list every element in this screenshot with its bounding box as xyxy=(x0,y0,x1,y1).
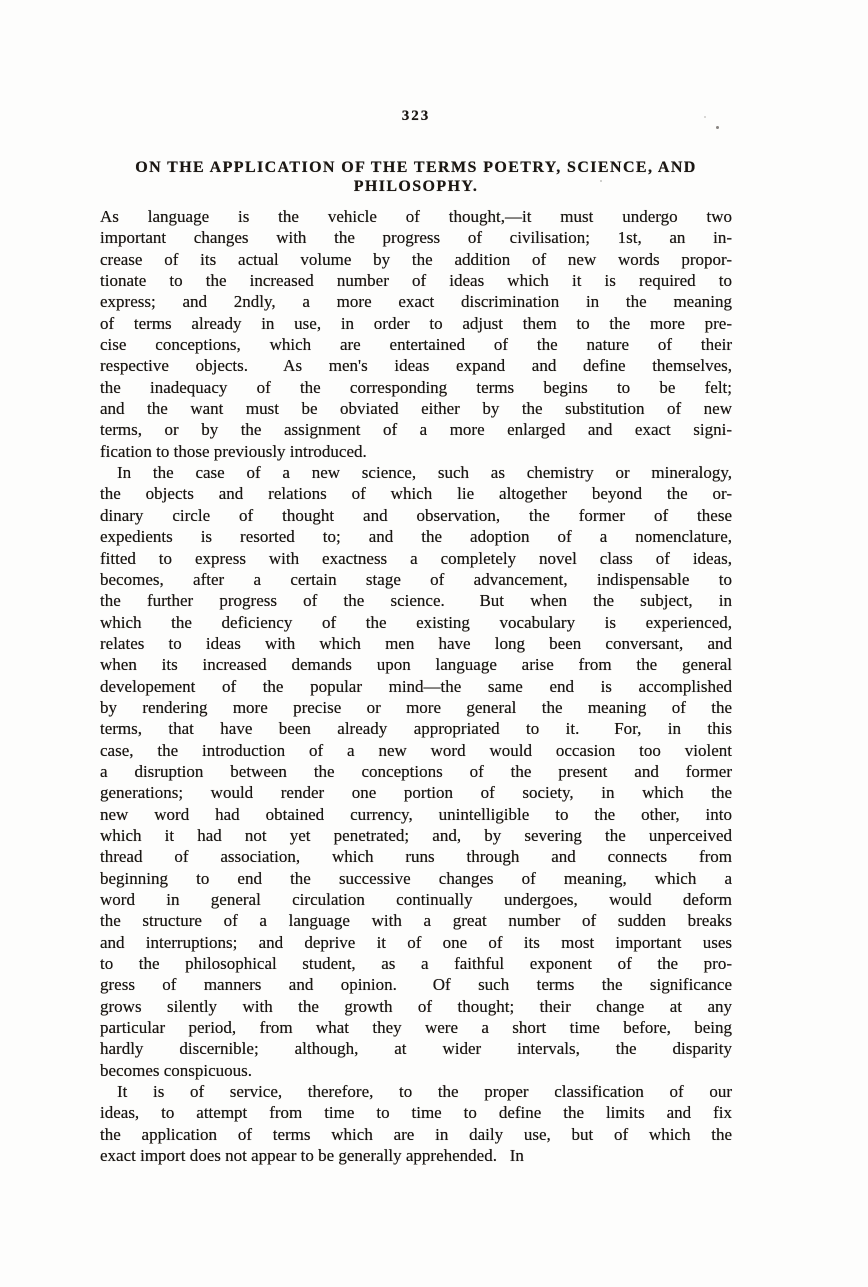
text-line: which the deficiency of the existing vocabulary is experienced, xyxy=(100,612,732,632)
text-line: thread of association, which runs through and connects from xyxy=(100,847,732,867)
scan-speck xyxy=(600,180,602,182)
scan-speck xyxy=(716,126,719,129)
text-line: important changes with the progress of civilisation; 1st, an in- xyxy=(100,228,732,248)
text-line: cise conceptions, which are entertained of the nature of their xyxy=(100,335,732,355)
text-line: beginning to end the successive changes of meaning, which a xyxy=(100,868,732,888)
text-line: dinary circle of thought and observation, the former of these xyxy=(100,505,732,525)
text-line: the further progress of the science. But when the subject, in xyxy=(100,591,732,611)
scan-speck xyxy=(704,116,706,118)
text-line: terms, that have been already appropriated to it. For, in this xyxy=(100,719,732,739)
text-line: It is of service, therefore, to the proper classification of our xyxy=(117,1082,732,1102)
text-line: fitted to express with exactness a completely novel class of ideas, xyxy=(100,548,732,568)
text-line: case, the introduction of a new word would occasion too violent xyxy=(100,740,732,760)
text-line: hardly discernible; although, at wider intervals, the disparity xyxy=(100,1039,732,1059)
text-line: word in general circulation continually undergoes, would deform xyxy=(100,890,732,909)
text-line: relates to ideas with which men have long been conversant, and xyxy=(100,633,732,653)
text-line: grows silently with the growth of thought; their change at any xyxy=(100,996,732,1016)
text-line: crease of its actual volume by the addition of new words propor- xyxy=(100,249,732,269)
text-line: by rendering more precise or more general the meaning of the xyxy=(100,697,732,717)
text-line: particular period, from what they were a short time before, being xyxy=(100,1018,732,1038)
text-line: developement of the popular mind—the same end is accomplished xyxy=(100,676,732,696)
text-line: and the want must be obviated either by the substitution of new xyxy=(100,399,732,419)
text-line: gress of manners and opinion. Of such terms the significance xyxy=(100,975,732,995)
page-number: 323 xyxy=(401,108,431,124)
text-line: expedients is resorted to; and the adoption of a nomenclature, xyxy=(100,527,732,547)
text-line: the objects and relations of which lie altogether beyond the or- xyxy=(100,484,732,504)
text-line: the application of terms which are in daily use, but of which the xyxy=(100,1124,732,1144)
text-line: exact import does not appear to be generally apprehended. In xyxy=(100,1146,524,1166)
article-title xyxy=(100,159,732,196)
text-line: new word had obtained currency, unintelligible to the other, into xyxy=(100,804,732,824)
article-title-line-2: PHILOSOPHY. xyxy=(353,177,479,195)
body-text xyxy=(100,206,732,1166)
text-line: a disruption between the conceptions of the present and former xyxy=(100,761,732,781)
text-line: the structure of a language with a great number of sudden breaks xyxy=(100,911,732,931)
text-line: As language is the vehicle of thought,—it must undergo two xyxy=(100,207,732,226)
article-title-line-1: ON THE APPLICATION OF THE TERMS POETRY, SCIENCE, AND xyxy=(135,159,697,176)
text-line: fication to those previously introduced. xyxy=(100,441,367,461)
text-line: generations; would render one portion of society, in which the xyxy=(100,783,732,803)
text-line: In the case of a new science, such as chemistry or mineralogy, xyxy=(117,463,732,483)
text-line: respective objects. As men's ideas expand and define themselves, xyxy=(100,356,732,376)
text-line: which it had not yet penetrated; and, by severing the unperceived xyxy=(100,825,732,845)
text-line: tionate to the increased number of ideas which it is required to xyxy=(100,271,732,291)
text-line: express; and 2ndly, a more exact discrimination in the meaning xyxy=(100,292,732,312)
text-line: becomes, after a certain stage of advancement, indispensable to xyxy=(100,569,732,589)
text-line: terms, or by the assignment of a more enlarged and exact signi- xyxy=(100,420,732,440)
text-line: of terms already in use, in order to adjust them to the more pre- xyxy=(100,313,732,333)
text-line: to the philosophical student, as a faithful exponent of the pro- xyxy=(100,954,732,974)
text-line: and interruptions; and deprive it of one of its most important uses xyxy=(100,932,732,952)
text-line: ideas, to attempt from time to time to define the limits and fix xyxy=(100,1103,732,1123)
text-line: when its increased demands upon language arise from the general xyxy=(100,655,732,675)
text-line: becomes conspicuous. xyxy=(100,1060,253,1080)
text-line: the inadequacy of the corresponding terms begins to be felt; xyxy=(100,377,732,397)
